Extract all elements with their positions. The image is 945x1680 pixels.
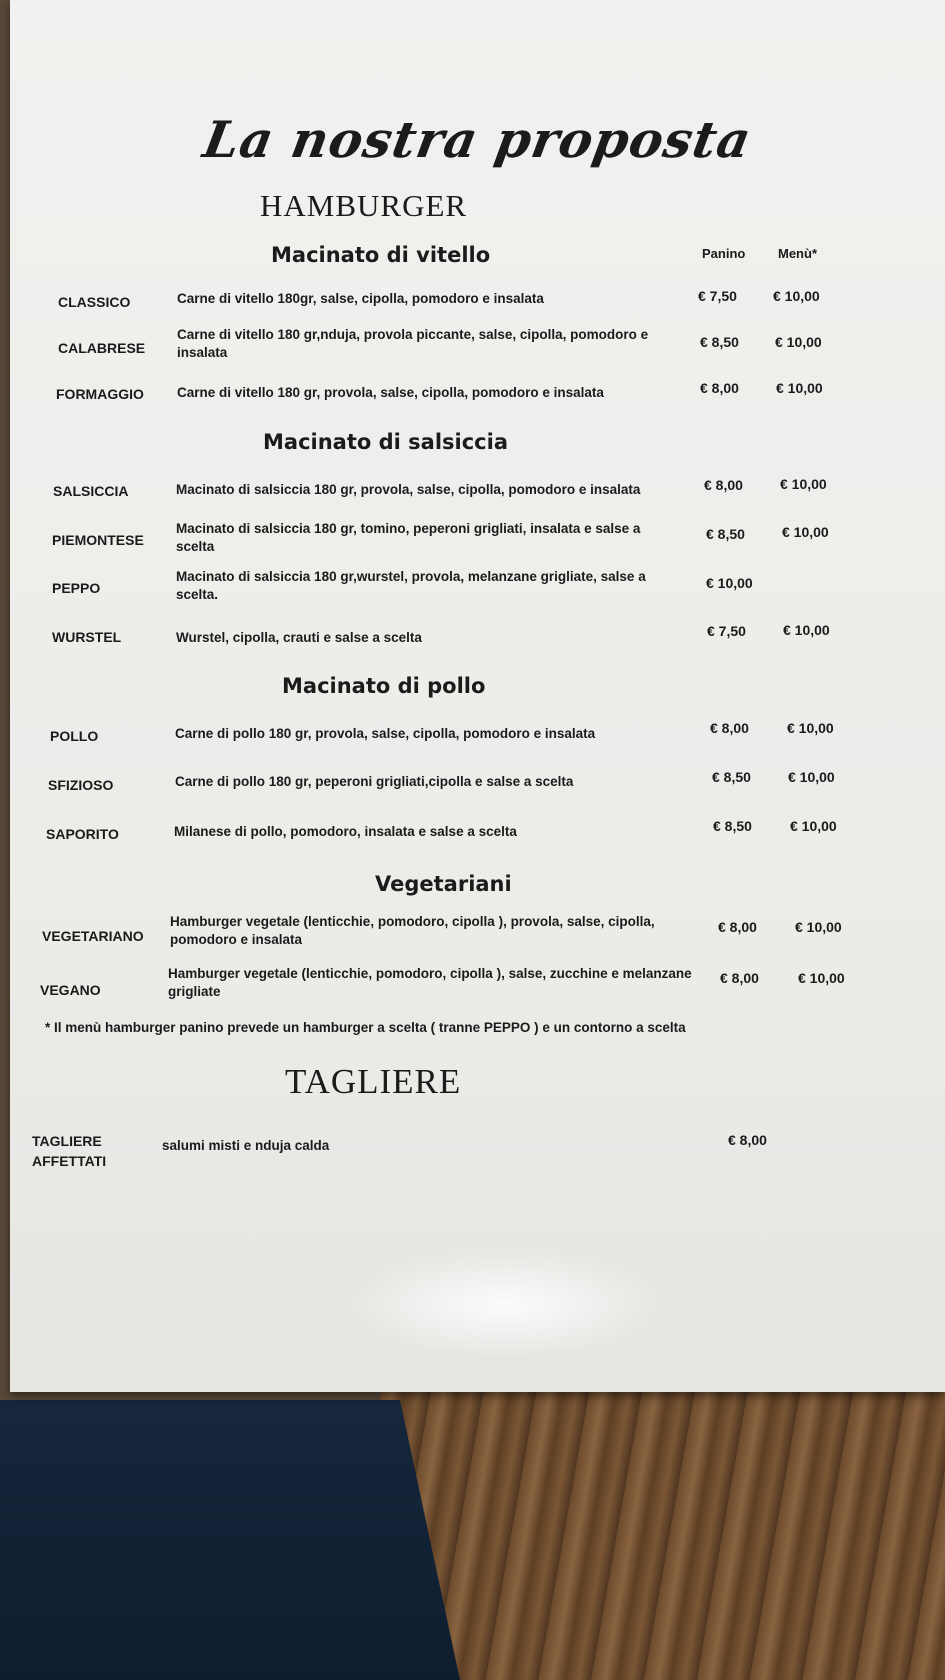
menu-footnote: * Il menù hamburger panino prevede un hamburger a scelta ( tranne PEPPO ) e un contorno a scelta [45, 1020, 686, 1035]
price-panino: € 10,00 [706, 575, 753, 591]
price-panino: € 8,50 [700, 334, 739, 350]
price-panino: € 8,00 [710, 720, 749, 736]
item-name: VEGANO [40, 982, 101, 998]
item-description: Hamburger vegetale (lenticchie, pomodoro, cipolla ), provola, salse, cipolla, pomodoro e insalata [170, 914, 655, 947]
price-panino: € 8,00 [728, 1132, 767, 1148]
item-description: Carne di pollo 180 gr, peperoni grigliati,cipolla e salse a scelta [175, 774, 574, 789]
price-panino: € 7,50 [698, 288, 737, 304]
menu-title: La nostra proposta [198, 110, 757, 169]
price-panino: € 8,50 [713, 818, 752, 834]
item-description: Wurstel, cipolla, crauti e salse a scelta [176, 630, 422, 645]
subsection-vegetariani: Vegetariani [375, 872, 512, 896]
item-name: POLLO [50, 728, 99, 744]
menu-sheet [10, 0, 945, 1392]
item-description: Milanese di pollo, pomodoro, insalata e salse a scelta [174, 824, 517, 839]
column-menu: Menù* [778, 246, 817, 261]
price-menu: € 10,00 [788, 769, 835, 785]
item-name: SFIZIOSO [48, 777, 114, 793]
item-description: Carne di vitello 180gr, salse, cipolla, pomodoro e insalata [177, 291, 544, 306]
price-menu: € 10,00 [776, 380, 823, 396]
item-name: SAPORITO [46, 826, 119, 842]
item-description: Macinato di salsiccia 180 gr, tomino, peperoni grigliati, insalata e salse a scelta [176, 521, 641, 554]
price-panino: € 8,50 [712, 769, 751, 785]
price-panino: € 8,00 [720, 970, 759, 986]
price-menu: € 10,00 [795, 919, 842, 935]
wooden-table [380, 1380, 945, 1680]
item-description: Carne di vitello 180 gr, provola, salse, cipolla, pomodoro e insalata [177, 385, 604, 400]
item-name: CALABRESE [58, 340, 146, 356]
menu-cover [0, 1400, 460, 1680]
item-name: PEPPO [52, 580, 101, 596]
price-menu: € 10,00 [790, 818, 837, 834]
item-description: salumi misti e nduja calda [162, 1138, 330, 1153]
price-panino: € 8,50 [706, 526, 745, 542]
price-menu: € 10,00 [787, 720, 834, 736]
column-panino: Panino [702, 246, 746, 261]
item-description: Hamburger vegetale (lenticchie, pomodoro, cipolla ), salse, zucchine e melanzane grigliate [168, 966, 692, 999]
item-description: Macinato di salsiccia 180 gr,wurstel, provola, melanzane grigliate, salse a scelta. [176, 569, 646, 602]
plastic-glare [345, 1250, 665, 1360]
item-name: FORMAGGIO [56, 386, 144, 402]
item-name: SALSICCIA [53, 483, 129, 499]
price-menu: € 10,00 [780, 476, 827, 492]
subsection-pollo: Macinato di pollo [282, 674, 486, 698]
section-hamburger: HAMBURGER [260, 188, 468, 223]
item-description: Carne di pollo 180 gr, provola, salse, cipolla, pomodoro e insalata [175, 726, 596, 741]
price-menu: € 10,00 [773, 288, 820, 304]
price-panino: € 8,00 [704, 477, 743, 493]
price-menu: € 10,00 [782, 524, 829, 540]
item-name: WURSTEL [52, 629, 122, 645]
item-name: VEGETARIANO [42, 928, 144, 944]
subsection-salsiccia: Macinato di salsiccia [263, 430, 508, 454]
item-name: PIEMONTESE [52, 532, 144, 548]
price-menu: € 10,00 [783, 622, 830, 638]
section-tagliere: TAGLIERE [285, 1062, 462, 1101]
price-panino: € 8,00 [718, 919, 757, 935]
item-name: CLASSICO [58, 294, 131, 310]
item-name: TAGLIERE [32, 1133, 102, 1149]
price-panino: € 7,50 [707, 623, 746, 639]
item-name: AFFETTATI [32, 1153, 107, 1169]
item-description: Carne di vitello 180 gr,nduja, provola piccante, salse, cipolla, pomodoro e insalata [177, 327, 649, 360]
price-panino: € 8,00 [700, 380, 739, 396]
price-menu: € 10,00 [775, 334, 822, 350]
price-menu: € 10,00 [798, 970, 845, 986]
item-description: Macinato di salsiccia 180 gr, provola, salse, cipolla, pomodoro e insalata [176, 482, 641, 497]
subsection-vitello: Macinato di vitello [271, 243, 491, 267]
